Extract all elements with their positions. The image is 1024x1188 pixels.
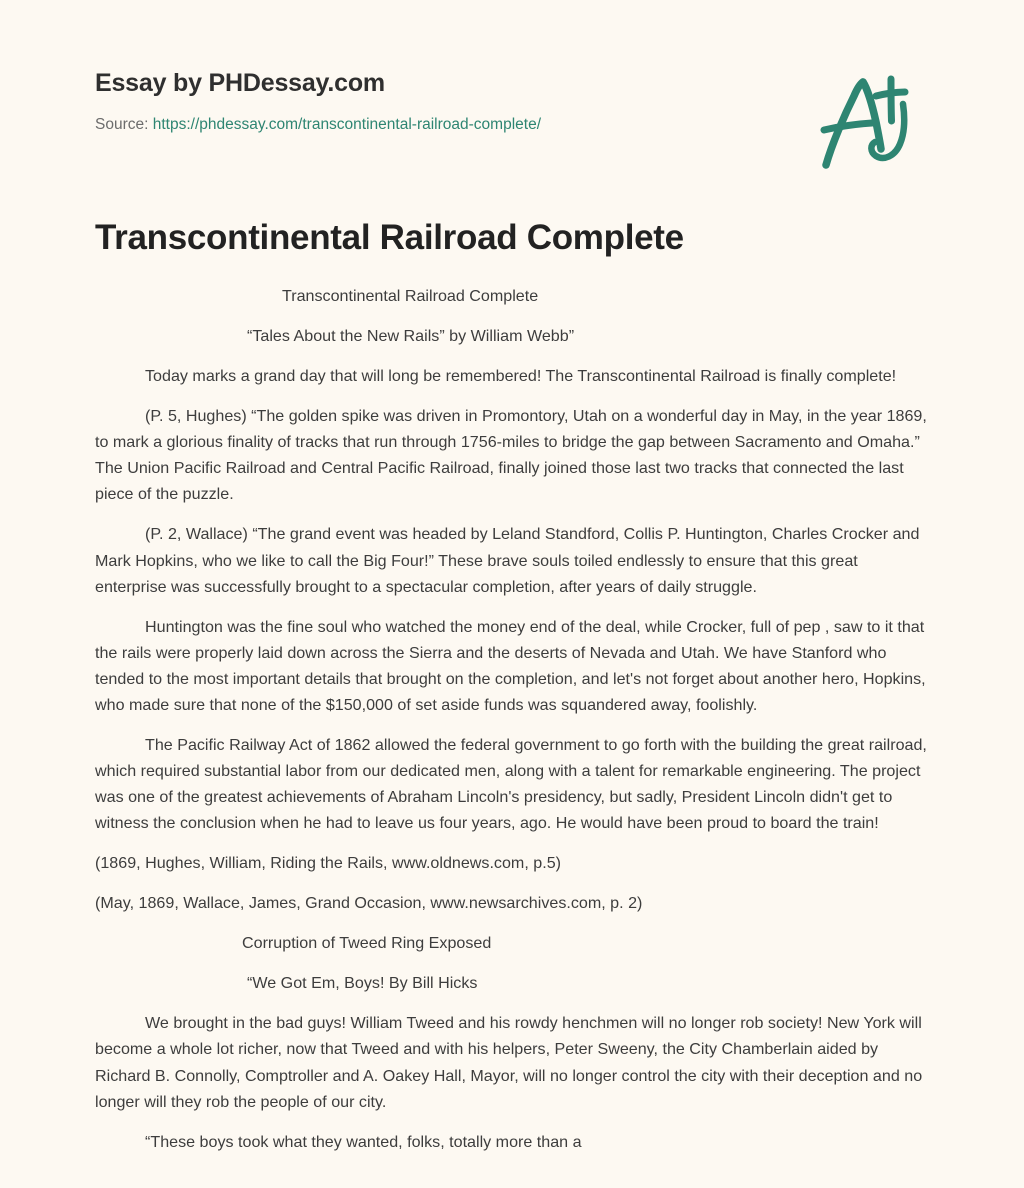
- essay-paragraph-7: “These boys took what they wanted, folks, totally more than a: [145, 1132, 582, 1151]
- a-plus-logo[interactable]: [812, 66, 922, 171]
- essay-paragraph-3: (P. 2, Wallace) “The grand event was headed by Leland Standford, Collis P. Huntington, Charles Crocker and Mark Hopkins, who we like to call the Big Four!” These brave souls toiled endlessly to ensure that this great enterprise was successfully brought to a spectacular completion, after years of daily struggle.: [95, 525, 920, 596]
- essay-paragraph-1: Today marks a grand day that will long be remembered! The Transcontinental Railroad is finally complete!: [145, 367, 897, 386]
- essay-paragraph-4: Huntington was the fine soul who watched the money end of the deal, while Crocker, full of pep , saw to it that the rails were properly laid down across the Sierra and the deserts of Nevada and Utah. We have Stanford who tended to the most important details that brought on the completion, and let's not forget about another hero, Hopkins, who made sure that none of the $150,000 of set aside funds was squandered away, foolishly.: [95, 617, 926, 714]
- essay-citation-1: (1869, Hughes, William, Riding the Rails, www.oldnews.com, p.5): [95, 854, 562, 873]
- page-header: [0, 0, 1024, 185]
- source-label: Source:: [95, 115, 149, 133]
- brand-block: [95, 70, 541, 134]
- essay-paragraph-2: (P. 5, Hughes) “The golden spike was driven in Promontory, Utah on a wonderful day in May, in the year 1869, to mark a glorious finality of tracks that run through 1756-miles to bridge the gap between Sacramento and Omaha.” The Union Pacific Railroad and Central Pacific Railroad, finally joined those last two tracks that connected the last piece of the puzzle.: [95, 407, 927, 504]
- essay-byline-2: “We Got Em, Boys! By Bill Hicks: [247, 974, 478, 993]
- source-url-link[interactable]: https://phdessay.com/transcontinental-railroad-complete/: [152, 115, 541, 133]
- source-line: [95, 116, 541, 134]
- essay-heading-2: Corruption of Tweed Ring Exposed: [242, 934, 492, 953]
- essay-citation-2: (May, 1869, Wallace, James, Grand Occasion, www.newsarchives.com, p. 2): [95, 894, 643, 913]
- essay-paragraph-5: The Pacific Railway Act of 1862 allowed the federal government to go forth with the building the great railroad, which required substantial labor from our dedicated men, along with a talent for remarkable engineering. The project was one of the greatest achievements of Abraham Lincoln's presidency, but sadly, President Lincoln didn't get to witness the conclusion when he had to leave us four years, ago. He would have been proud to board the train!: [95, 735, 927, 833]
- essay-heading-1: Transcontinental Railroad Complete: [282, 287, 539, 305]
- page-title: Transcontinental Railroad Complete: [95, 218, 684, 257]
- essay-paragraph-6: We brought in the bad guys! William Tweed and his rowdy henchmen will no longer rob society! New York will become a whole lot richer, now that Tweed and with his helpers, Peter Sweeny, the City Chamberlain aided by Richard B. Connolly, Comptroller and A. Oakey Hall, Mayor, will no longer control the city with their deception and no longer will they rob the people of our city.: [95, 1014, 923, 1111]
- essay-byline-1: “Tales About the New Rails” by William Webb”: [247, 327, 575, 346]
- brand-title: Essay by PHDessay.com: [95, 69, 385, 97]
- essay-body: [95, 283, 930, 1169]
